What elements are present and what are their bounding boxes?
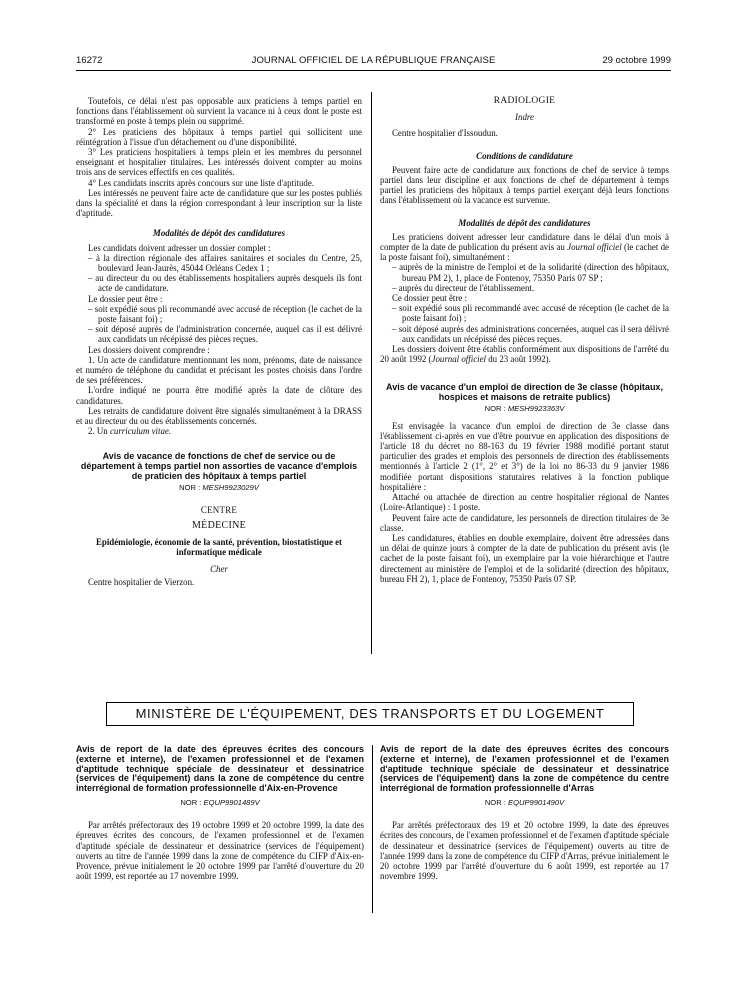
notice-title: Avis de report de la date des épreuves écrites des concours (externe et interne), de l'examen professionnel et de l'examen d'aptitude technique spéciale de dessinateur et dessinatrice (services de l'équipement) dans la zone de compétence du centre interrégional de formation professionnelle d'Arras (380, 744, 669, 794)
hospital-name: Centre hospitalier de Vierzon. (88, 576, 195, 587)
list-item: – à la direction régionale des affaires sanitaires et sociales du Centre, 25, boulevard Jean-Jaurès, 45044 Orléans Cedex 1 ; (88, 252, 362, 274)
text-run: Les dossiers doivent être établis conformément aux dispositions de l'arrêté du 20 août 1992 ( (380, 344, 669, 365)
section-title: Conditions de candidature (476, 150, 573, 161)
list-item: – soit déposé auprès des administrations concernées, auquel cas il sera délivré aux candidats un récépissé des pièces reçues. (392, 323, 669, 344)
nor-reference (380, 798, 669, 808)
text-run: 2. Un (88, 426, 110, 437)
specialty-heading: RADIOLOGIE (493, 96, 556, 106)
text-run: Journal officiel (567, 242, 622, 253)
paragraph: Peuvent faire acte de candidature, les personnels de direction titulaires de 3e classe. (380, 512, 669, 533)
paragraph: 4° Les candidats inscrits après concours sur une liste d'aptitude. (88, 177, 314, 188)
list-item: – auprès de la ministre de l'emploi et de la solidarité (direction des hôpitaux, bureau PM 2), 1, place de Fontenoy, 75350 Paris 07 SP ; (392, 262, 669, 283)
bottom-left-notice (76, 745, 364, 881)
paragraph: Les intéressés ne peuvent faire acte de candidature que sur les postes publiés dans la spécialité et dans la région correspondant à leur inscription sur la liste d'aptitude. (76, 187, 362, 219)
nor-code: MESH9923363V (507, 404, 565, 414)
page-number: 16272 (76, 55, 103, 66)
paragraph: Les candidats doivent adresser un dossier complet : (88, 242, 271, 253)
nor-code: MESH9923029V (202, 482, 259, 492)
column-divider (371, 92, 372, 654)
paragraph: Les retraits de candidature doivent être signalés simultanément à la DRASS et au directeur du ou des établissements concernés. (76, 405, 362, 427)
list-item: – auprès du directeur de l'établissement. (392, 282, 535, 293)
hospital-name: Centre hospitalier d'Issoudun. (392, 128, 498, 139)
specialty-heading: Epidémiologie, économie de la santé, prévention, biostatistique et informatique médicale (95, 537, 343, 558)
paragraph: 3° Les praticiens hospitaliers à temps plein et les membres du personnel enseignant et hospitalier titulaires. Les intéressés doivent compter au moins trois ans de services effectifs en ces qualités. (76, 147, 362, 178)
nor-label: NOR : (484, 404, 508, 414)
list-item: – soit déposé auprès de l'administration concernée, auquel cas il est délivré aux candidats un récépissé des pièces reçues. (88, 324, 362, 345)
paragraph: L'ordre indiqué ne pourra être modifié après la date de clôture des candidatures. (76, 385, 362, 406)
left-column (76, 96, 362, 587)
paragraph: Par arrêtés préfectoraux des 19 octobre 1999 et 20 octobre 1999, la date des épreuves écrites des concours, de l'examen professionnel et de l'examen d'aptitude spéciale de dessinateur et dessinatrice (services de l'équipement) ouverts au titre de l'année 1999 dans la zone de compétence du CIFP d'Aix-en-Provence, prévue initialement le 20 octobre 1999 par l'arrêté d'ouverture du 20 août 1999, est reportée au 17 novembre 1999. (76, 820, 364, 882)
notice-title: Avis de report de la date des épreuves écrites des concours (externe et interne), de l'examen professionnel et de l'examen d'aptitude technique spéciale de dessinateur et dessinatrice (services de l'équipement) dans la zone de compétence du centre interrégional de formation professionnelle d'Aix-en-Provence (76, 744, 364, 794)
nor-code: EQUP9901490V (508, 797, 565, 807)
text-run: curriculum vitae. (109, 426, 172, 437)
paragraph: Ce dossier peut être : (392, 293, 467, 304)
right-column (380, 96, 669, 584)
nor-reference (380, 404, 669, 414)
notice-title: Avis de vacance d'un emploi de direction de 3e classe (hôpitaux, hospices et maisons de retraite publics) (386, 382, 663, 403)
paragraph: Les candidatures, établies en double exemplaire, doivent être adressées dans un délai de quinze jours à compter de la date de publication du présent avis (le cachet de la poste faisant foi), un exemplaire par la voie hiérarchique et l'autre directement au ministère de l'emploi et de la solidarité (direction des hôpitaux, bureau FH 2), 1, place de Fontenoy, 75350 Paris 07 SP. (380, 532, 669, 584)
list-item: – soit expédié sous pli recommandé avec accusé de réception (le cachet de la poste faisant foi) ; (88, 303, 362, 325)
text-run: Journal officiel (431, 354, 487, 365)
region-heading: CENTRE (200, 504, 238, 515)
header-rule (76, 70, 671, 71)
discipline-heading: MÉDECINE (191, 519, 247, 531)
list-item: – au directeur du ou des établissements hospitaliers auprès desquels ils font acte de candidature. (88, 273, 362, 294)
notice-title: Avis de vacance de fonctions de chef de service ou de département à temps partiel non assorties de vacance d'emplois de praticien des hôpitaux à temps partiel (80, 450, 358, 481)
departement-heading: Indre (515, 112, 534, 123)
column-divider (372, 745, 373, 913)
bottom-right-notice (380, 745, 669, 881)
paragraph (76, 426, 362, 436)
text-run: du 23 août 1992). (486, 354, 551, 365)
paragraph (380, 344, 669, 364)
nor-label: NOR : (179, 482, 203, 492)
list-item: – soit expédié sous pli recommandé avec accusé de réception (le cachet de la poste faisant foi) ; (392, 303, 669, 324)
text-run: (le cachet de la poste faisant foi), simultanément : (380, 242, 669, 263)
paragraph: Par arrêtés préfectoraux des 19 et 20 octobre 1999, la date des épreuves écrites des concours, de l'examen professionnel et de l'examen d'aptitude spéciale de dessinateur et dessinatrice (services de l'équipement) ouverts au titre de l'année 1999 dans la zone de compétence du CIFP d'Arras, prévue initialement le 20 octobre 1999 par l'arrêté d'ouverture du 6 août 1999, est reportée au 17 novembre 1999. (380, 820, 669, 882)
nor-reference (76, 798, 364, 808)
nor-reference (76, 483, 362, 493)
section-title: Modalités de dépôt des candidatures (152, 228, 286, 239)
paragraph (380, 232, 669, 263)
paragraph: Les dossiers doivent comprendre : (88, 344, 210, 355)
nor-label: NOR : (180, 797, 204, 807)
departement-heading: Cher (210, 563, 228, 574)
paragraph: Toutefois, ce délai n'est pas opposable aux praticiens à temps partiel en fonctions dans l'établissement où survient la vacance ni à ceux dont le poste est transformé en poste à temps plein ou supprimé. (76, 96, 362, 127)
paragraph: 1. Un acte de candidature mentionnant les nom, prénoms, date de naissance et numéro de téléphone du candidat et précisant les postes choisis dans l'ordre de ses préférences. (76, 354, 362, 386)
paragraph: Est envisagée la vacance d'un emploi de direction de 3e classe dans l'établissement ci-après en vue d'être pourvue en application des dispositions de l'article 18 du décret no 88-163 du 19 février 1988 modifié portant statut particulier des grades et emplois des personnels de direction des établissements mentionnés à l'article 2 (1°, 2° et 3°) de la loi no 86-33 du 9 janvier 1986 modifiée portant dispositions statutaires relatives à la fonction publique hospitalière : (380, 420, 669, 492)
nor-label: NOR : (484, 797, 509, 807)
journal-title: JOURNAL OFFICIEL DE LA RÉPUBLIQUE FRANÇAISE (251, 55, 496, 66)
paragraph: Peuvent faire acte de candidature aux fonctions de chef de service à temps partiel dans leur discipline et aux fonctions de chef de département à temps partiel les praticiens des hôpitaux à temps partiel exerçant déjà leurs fonctions dans l'établissement où la vacance est survenue. (380, 164, 669, 206)
paragraph: Le dossier peut être : (88, 293, 163, 304)
text-run: Les praticiens doivent adresser leur candidature dans le délai d'un mois à compter de la date de publication du présent avis au (380, 231, 669, 253)
paragraph: 2° Les praticiens des hôpitaux à temps partiel qui sollicitent une réintégration à l'issue d'un détachement ou d'une disponibilité. (76, 126, 362, 147)
paragraph: Attaché ou attachée de direction au centre hospitalier régional de Nantes (Loire-Atlantique) : 1 poste. (380, 492, 669, 513)
issue-date: 29 octobre 1999 (602, 55, 671, 66)
nor-code: EQUP9901489V (203, 797, 260, 807)
ministry-heading: MINISTÈRE DE L'ÉQUIPEMENT, DES TRANSPORTS ET DU LOGEMENT (106, 702, 634, 726)
section-title: Modalités de dépôt des candidatures (458, 217, 591, 228)
page-header (76, 55, 671, 69)
